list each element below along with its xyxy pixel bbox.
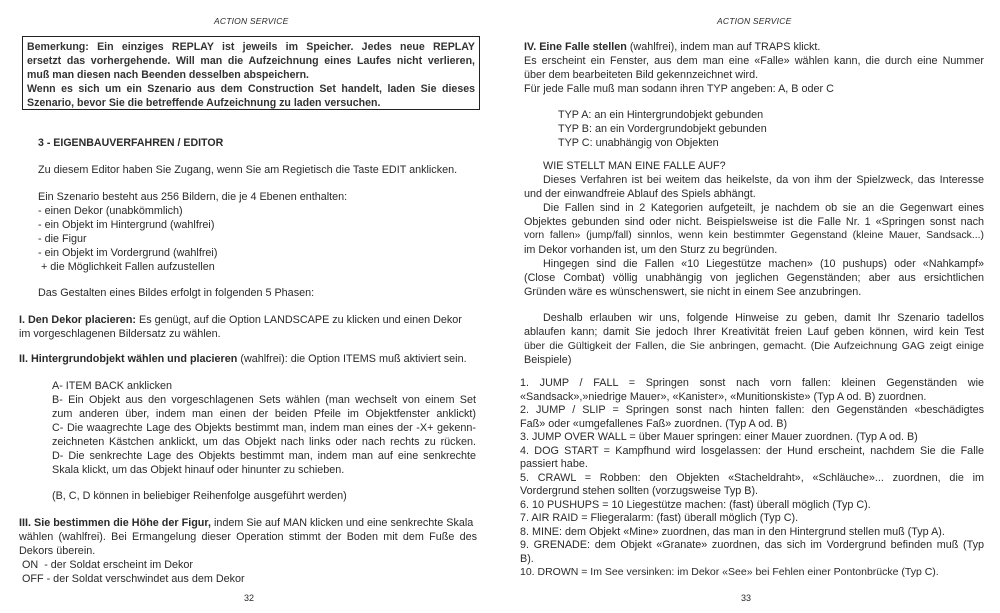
phases-intro: Das Gestalten eines Bildes erfolgt in folgenden 5 Phasen: <box>38 287 315 299</box>
howto-line: vorn fallen» (jump/fall) sinnlos, wenn kein bestimmter Gegenstand (kleine Mauer, Sandsack...) <box>524 230 984 241</box>
trap-item: 8. MINE: dem Objekt «Mine» zuordnen, das man in den Hintergrund stellen muß (Typ A). <box>520 525 945 538</box>
note-box <box>22 36 480 110</box>
phase-2 <box>19 352 479 366</box>
trap-item: 4. DOG START = Kampfhund wird losgelassen: der Hund erscheint, nachdem Sie die Falle <box>520 444 984 457</box>
phase-1 <box>19 313 479 341</box>
trap-type: TYP C: unabhängig von Objekten <box>558 137 719 149</box>
phase-4-line: Es erscheint ein Fenster, aus dem man eine «Falle» wählen kann, die durch eine Nummer <box>524 55 984 67</box>
trap-list <box>520 377 984 580</box>
howto-paragraph <box>524 173 984 299</box>
advice-line: über die Gültigkeit der Fallen, die Sie anbringen, gemacht. (Die Aufzeichnung GAG zeigt einige <box>524 340 984 352</box>
phase-1-text: Es genügt, auf die Option LANDSCAPE zu klicken und einen Dekor <box>136 314 462 326</box>
phase-3-line: wählen (wahlfrei). Bei Ermangelung dieser Operation stimmt der Boden mit dem Fuße des <box>19 531 477 543</box>
note-line: ersetzt das vorhergehende. Will man die Aufzeichnung eines Laufes nicht verlieren, <box>27 55 475 67</box>
scenario-line: - einen Dekor (unabkömmlich) <box>38 205 183 217</box>
page-header: ACTION SERVICE <box>214 16 289 26</box>
trap-item: Faß» oder «umgefallenes Faß» zuordnen. (Typ A od. B) <box>520 417 788 430</box>
scenario-line: - ein Objekt im Hintergrund (wahlfrei) <box>38 219 215 231</box>
scenario-list <box>38 190 347 274</box>
phase-2-item: C- Die waagrechte Lage des Objekts bestimmt man, indem man eines der -X+ gekenn- <box>52 422 476 434</box>
note-line: Szenario, bevor Sie die betreffende Aufzeichnung zu laden versuchen. <box>27 97 381 109</box>
trap-item: Vordergrund stehen sollten (vorzugsweise Typ B). <box>520 485 759 497</box>
phase-4 <box>524 40 984 96</box>
right-page <box>506 0 1000 613</box>
howto-line: Dieses Verfahren ist bei weitem das heikelste, da von ihm der Spielzweck, das Interesse <box>543 174 984 186</box>
trap-item: 7. AIR RAID = Fliegeralarm: (fast) überall möglich (Typ C). <box>520 512 799 524</box>
note-line: muß man diesen nach Beenden desselben abspeichern. <box>27 69 309 81</box>
trap-types <box>558 108 767 150</box>
trap-type: TYP A: an ein Hintergrundobjekt gebunden <box>558 109 764 121</box>
page-number: 33 <box>741 593 752 603</box>
trap-item: «Sandsack»,»niedrige Mauer», «Kanister», «Munitionskiste» (Typ A od. B) zuordnen. <box>520 390 927 403</box>
phase-4-line: über dem bearbeiteten Bild gekennzeichnet wird. <box>524 69 759 81</box>
howto-line: Objektes gebunden sind oder nicht. Beispielsweise ist die Falle Nr. 1 «Springen sonst nach <box>524 216 984 228</box>
section-title: 3 - EIGENBAUVERFAHREN / EDITOR <box>38 137 224 149</box>
howto-title: WIE STELLT MAN EINE FALLE AUF? <box>543 160 726 172</box>
phase-2-text: (wahlfrei): die Option ITEMS muß aktiviert sein. <box>237 353 467 365</box>
howto-line: Die Fallen sind in 2 Kategorien aufgeteilt, je nachdem ob sie an die Gegenwart eines <box>543 202 984 214</box>
trap-item: 9. GRENADE: dem Objekt «Granate» zuordnen, das sich im Vordergrund befinden muß (Typ <box>520 539 984 551</box>
trap-item: 2. JUMP / SLIP = Springen sonst nach hinten fallen: den Gegenständen «beschädigtes <box>520 404 984 416</box>
phase-2-item: zum anderen über, indem man einen der beiden Pfeile im Objektfenster anklickt) <box>52 408 476 420</box>
phase-4-text: (wahlfrei), indem man auf TRAPS klickt. <box>626 41 821 53</box>
note-line: Bemerkung: Ein einziges REPLAY ist jeweils im Speicher. Jedes neue REPLAY <box>27 41 475 53</box>
scenario-line: Ein Szenario besteht aus 256 Bildern, die je 4 Ebenen enthalten: <box>38 191 348 203</box>
phase-2-item: B- Ein Objekt aus den vorgeschlagenen Sets wählen (man wechselt von einem Set <box>52 394 476 406</box>
phase-3-title: III. Sie bestimmen die Höhe der Figur, <box>19 517 211 529</box>
scenario-line: + die Möglichkeit Fallen aufzustellen <box>41 261 215 273</box>
trap-item: 1. JUMP / FALL = Springen sonst nach vorn fallen: kleinen Gegenständen wie <box>520 377 984 389</box>
phase-1-title: I. Den Dekor placieren: <box>19 314 137 326</box>
intro-paragraph: Zu diesem Editor haben Sie Zugang, wenn Sie am Regietisch die Taste EDIT anklicken. <box>38 164 458 176</box>
trap-item: 10. DROWN = Im See versinken: im Dekor «See» bei Fehlen einer Pontonbrücke (Typ C). <box>520 566 939 578</box>
page-header: ACTION SERVICE <box>717 16 792 26</box>
phase-2-title: II. Hintergrundobjekt wählen und placieren <box>19 353 238 365</box>
option-on: ON - der Soldat erscheint im Dekor <box>19 559 194 571</box>
page-number: 32 <box>244 593 255 603</box>
trap-type: TYP B: an ein Vordergrundobjekt gebunden <box>558 123 767 135</box>
howto-line: Hingegen sind die Fallen «10 Liegestütze machen» (10 pushups) oder «Nahkampf» <box>543 258 984 270</box>
note-line: Wenn es sich um ein Szenario aus dem Construction Set handelt, laden Sie dieses <box>27 83 475 95</box>
phase-2-item: A- ITEM BACK anklicken <box>52 380 172 392</box>
scenario-line: - die Figur <box>38 233 87 245</box>
phase-3 <box>19 516 477 586</box>
option-off: OFF - der Soldat verschwindet aus dem Dekor <box>19 573 245 585</box>
left-page <box>0 0 496 613</box>
trap-item: 5. CRAWL = Robben: den Objekten «Stacheldraht», «Schläuche»... zuordnen, die im <box>520 471 984 484</box>
phase-4-title: IV. Eine Falle stellen <box>524 41 627 53</box>
phase-3-text: indem Sie auf MAN klicken und eine senkrechte Skala <box>211 517 474 529</box>
trap-item: 3. JUMP OVER WALL = über Mauer springen: einer Mauer zuordnen. (Typ A od. B) <box>520 431 918 443</box>
howto-line: und der einwandfreie Ablauf des Spiels abhängt. <box>524 188 756 200</box>
scenario-line: - ein Objekt im Vordergrund (wahlfrei) <box>38 247 218 259</box>
phase-2-item: zeichneten Kästchen anklickt, um das Objekt nach links oder nach rechts zu rücken. <box>52 436 476 448</box>
howto-line: Gründen wäre es wünschenswert, sie nicht in einem See anzubringen. <box>524 286 862 298</box>
howto-line: im Dekor vorhanden ist, um den Sturz zu begründen. <box>524 244 778 256</box>
phase-2-item: Skala klickt, um das Objekt hinauf oder hinunter zu schieben. <box>52 464 345 476</box>
phase-2-item: D- Die senkrechte Lage des Objekts bestimmt man, indem man auf eine senkrechte <box>52 450 476 462</box>
trap-item: B). <box>520 552 534 565</box>
phase-1-line2: im vorgeschlagenen Bildersatz zu wählen. <box>19 328 221 340</box>
phase-2-items <box>52 379 476 477</box>
phase-3-line: Dekors überein. <box>19 545 96 557</box>
phase-2-note: (B, C, D können in beliebiger Reihenfolge ausgeführt werden) <box>52 490 347 502</box>
advice-line: Deshalb erlauben wir uns, folgende Hinweise zu geben, damit Ihr Szenario tadellos <box>543 312 984 324</box>
advice-line: ablaufen kann; damit Sie jedoch Ihrer Kreativität freien Lauf geben können, wird kein Test <box>524 326 984 338</box>
trap-item: passiert habe. <box>520 458 588 470</box>
phase-4-line: Für jede Falle muß man sodann ihren TYP angeben: A, B oder C <box>524 83 834 95</box>
trap-item: 6. 10 PUSHUPS = 10 Liegestütze machen: (fast) überall möglich (Typ C). <box>520 498 871 511</box>
advice-line: Beispiele) <box>524 354 572 366</box>
howto-line: (Close Combat) völlig unabhängig von jeglichen Gegenständen; aber aus ersichtlichen <box>524 272 984 284</box>
advice-paragraph <box>524 311 984 367</box>
